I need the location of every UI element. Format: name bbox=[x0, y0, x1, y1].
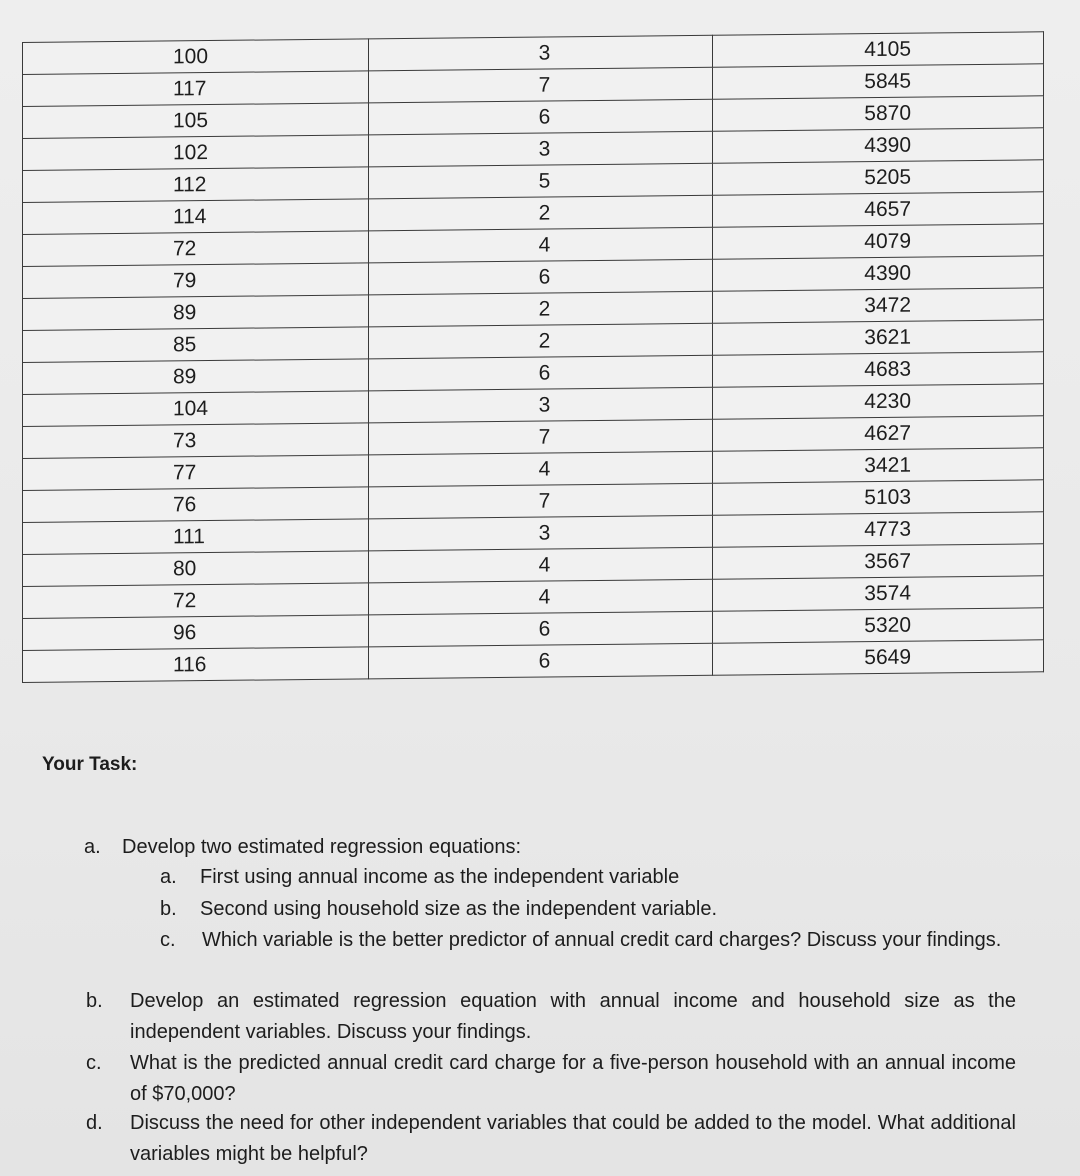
task-item-d-marker: d. bbox=[86, 1112, 103, 1134]
task-item-a-marker: a. bbox=[84, 836, 101, 858]
household-size-cell: 7 bbox=[368, 483, 712, 519]
task-item-c bbox=[86, 1048, 1016, 1110]
household-size-cell: 4 bbox=[368, 579, 712, 615]
income-cell: 105 bbox=[23, 103, 369, 139]
income-cell: 80 bbox=[23, 551, 369, 587]
household-size-cell: 3 bbox=[368, 131, 712, 167]
income-cell: 76 bbox=[23, 487, 369, 523]
charges-cell: 5870 bbox=[713, 96, 1044, 131]
task-item-d-text: Discuss the need for other independent variables that could be added to the model. What additional variables might be helpful? bbox=[130, 1112, 1016, 1165]
data-table bbox=[22, 31, 1044, 683]
charges-cell: 4390 bbox=[713, 128, 1044, 163]
income-cell: 100 bbox=[23, 39, 369, 75]
household-size-cell: 2 bbox=[368, 323, 712, 359]
charges-cell: 5103 bbox=[713, 480, 1044, 515]
household-size-cell: 6 bbox=[368, 259, 712, 295]
household-size-cell: 7 bbox=[368, 67, 712, 103]
task-subitem-a-text: First using annual income as the independent variable bbox=[200, 866, 680, 888]
task-item-a bbox=[84, 832, 521, 863]
data-table-body bbox=[23, 32, 1044, 683]
charges-cell: 4683 bbox=[713, 352, 1044, 387]
task-subitem-c-marker: c. bbox=[160, 929, 176, 951]
task-item-b bbox=[86, 986, 1016, 1048]
charges-cell: 5205 bbox=[713, 160, 1044, 195]
income-cell: 72 bbox=[23, 583, 369, 619]
charges-cell: 4773 bbox=[713, 512, 1044, 547]
charges-cell: 5320 bbox=[713, 608, 1044, 643]
task-item-c-marker: c. bbox=[86, 1052, 102, 1074]
task-subitem-b bbox=[160, 894, 717, 925]
income-cell: 117 bbox=[23, 71, 369, 107]
task-subitem-a-marker: a. bbox=[160, 866, 177, 888]
charges-cell: 3567 bbox=[713, 544, 1044, 579]
income-cell: 96 bbox=[23, 615, 369, 651]
charges-cell: 3421 bbox=[713, 448, 1044, 483]
charges-cell: 4390 bbox=[713, 256, 1044, 291]
income-cell: 85 bbox=[23, 327, 369, 363]
income-cell: 116 bbox=[23, 647, 369, 683]
charges-cell: 4230 bbox=[713, 384, 1044, 419]
charges-cell: 3621 bbox=[713, 320, 1044, 355]
household-size-cell: 3 bbox=[368, 387, 712, 423]
income-cell: 114 bbox=[23, 199, 369, 235]
household-size-cell: 5 bbox=[368, 163, 712, 199]
charges-cell: 4657 bbox=[713, 192, 1044, 227]
charges-cell: 5845 bbox=[713, 64, 1044, 99]
income-cell: 77 bbox=[23, 455, 369, 491]
charges-cell: 5649 bbox=[713, 640, 1044, 675]
household-size-cell: 3 bbox=[368, 35, 712, 71]
task-subitem-b-text: Second using household size as the independent variable. bbox=[200, 898, 718, 920]
task-item-a-text: Develop two estimated regression equations: bbox=[122, 836, 522, 858]
household-size-cell: 4 bbox=[368, 547, 712, 583]
task-subitem-c-text: Which variable is the better predictor of annual credit card charges? Discuss your findings. bbox=[202, 929, 1002, 951]
household-size-cell: 4 bbox=[368, 227, 712, 263]
charges-cell: 4079 bbox=[713, 224, 1044, 259]
income-cell: 89 bbox=[23, 359, 369, 395]
household-size-cell: 2 bbox=[368, 195, 712, 231]
household-size-cell: 6 bbox=[368, 611, 712, 647]
task-item-c-text: What is the predicted annual credit card charge for a five-person household with an annual income of $70,000? bbox=[130, 1052, 1016, 1105]
household-size-cell: 7 bbox=[368, 419, 712, 455]
income-cell: 72 bbox=[23, 231, 369, 267]
household-size-cell: 6 bbox=[368, 99, 712, 135]
charges-cell: 4627 bbox=[713, 416, 1044, 451]
task-subitem-c bbox=[160, 925, 1020, 956]
task-item-d bbox=[86, 1108, 1016, 1170]
income-cell: 102 bbox=[23, 135, 369, 171]
income-cell: 79 bbox=[23, 263, 369, 299]
task-subitem-a bbox=[160, 862, 679, 893]
income-cell: 73 bbox=[23, 423, 369, 459]
income-cell: 112 bbox=[23, 167, 369, 203]
task-item-b-marker: b. bbox=[86, 990, 103, 1012]
household-size-cell: 2 bbox=[368, 291, 712, 327]
household-size-cell: 3 bbox=[368, 515, 712, 551]
task-item-b-text: Develop an estimated regression equation with annual income and household size as the independent variables. Discuss your findings. bbox=[130, 990, 1016, 1043]
charges-cell: 4105 bbox=[713, 32, 1044, 67]
charges-cell: 3472 bbox=[713, 288, 1044, 323]
task-subitem-b-marker: b. bbox=[160, 898, 177, 920]
income-cell: 104 bbox=[23, 391, 369, 427]
household-size-cell: 6 bbox=[368, 643, 712, 679]
household-size-cell: 4 bbox=[368, 451, 712, 487]
charges-cell: 3574 bbox=[713, 576, 1044, 611]
income-cell: 111 bbox=[23, 519, 369, 555]
household-size-cell: 6 bbox=[368, 355, 712, 391]
task-heading: Your Task: bbox=[42, 754, 138, 775]
income-cell: 89 bbox=[23, 295, 369, 331]
